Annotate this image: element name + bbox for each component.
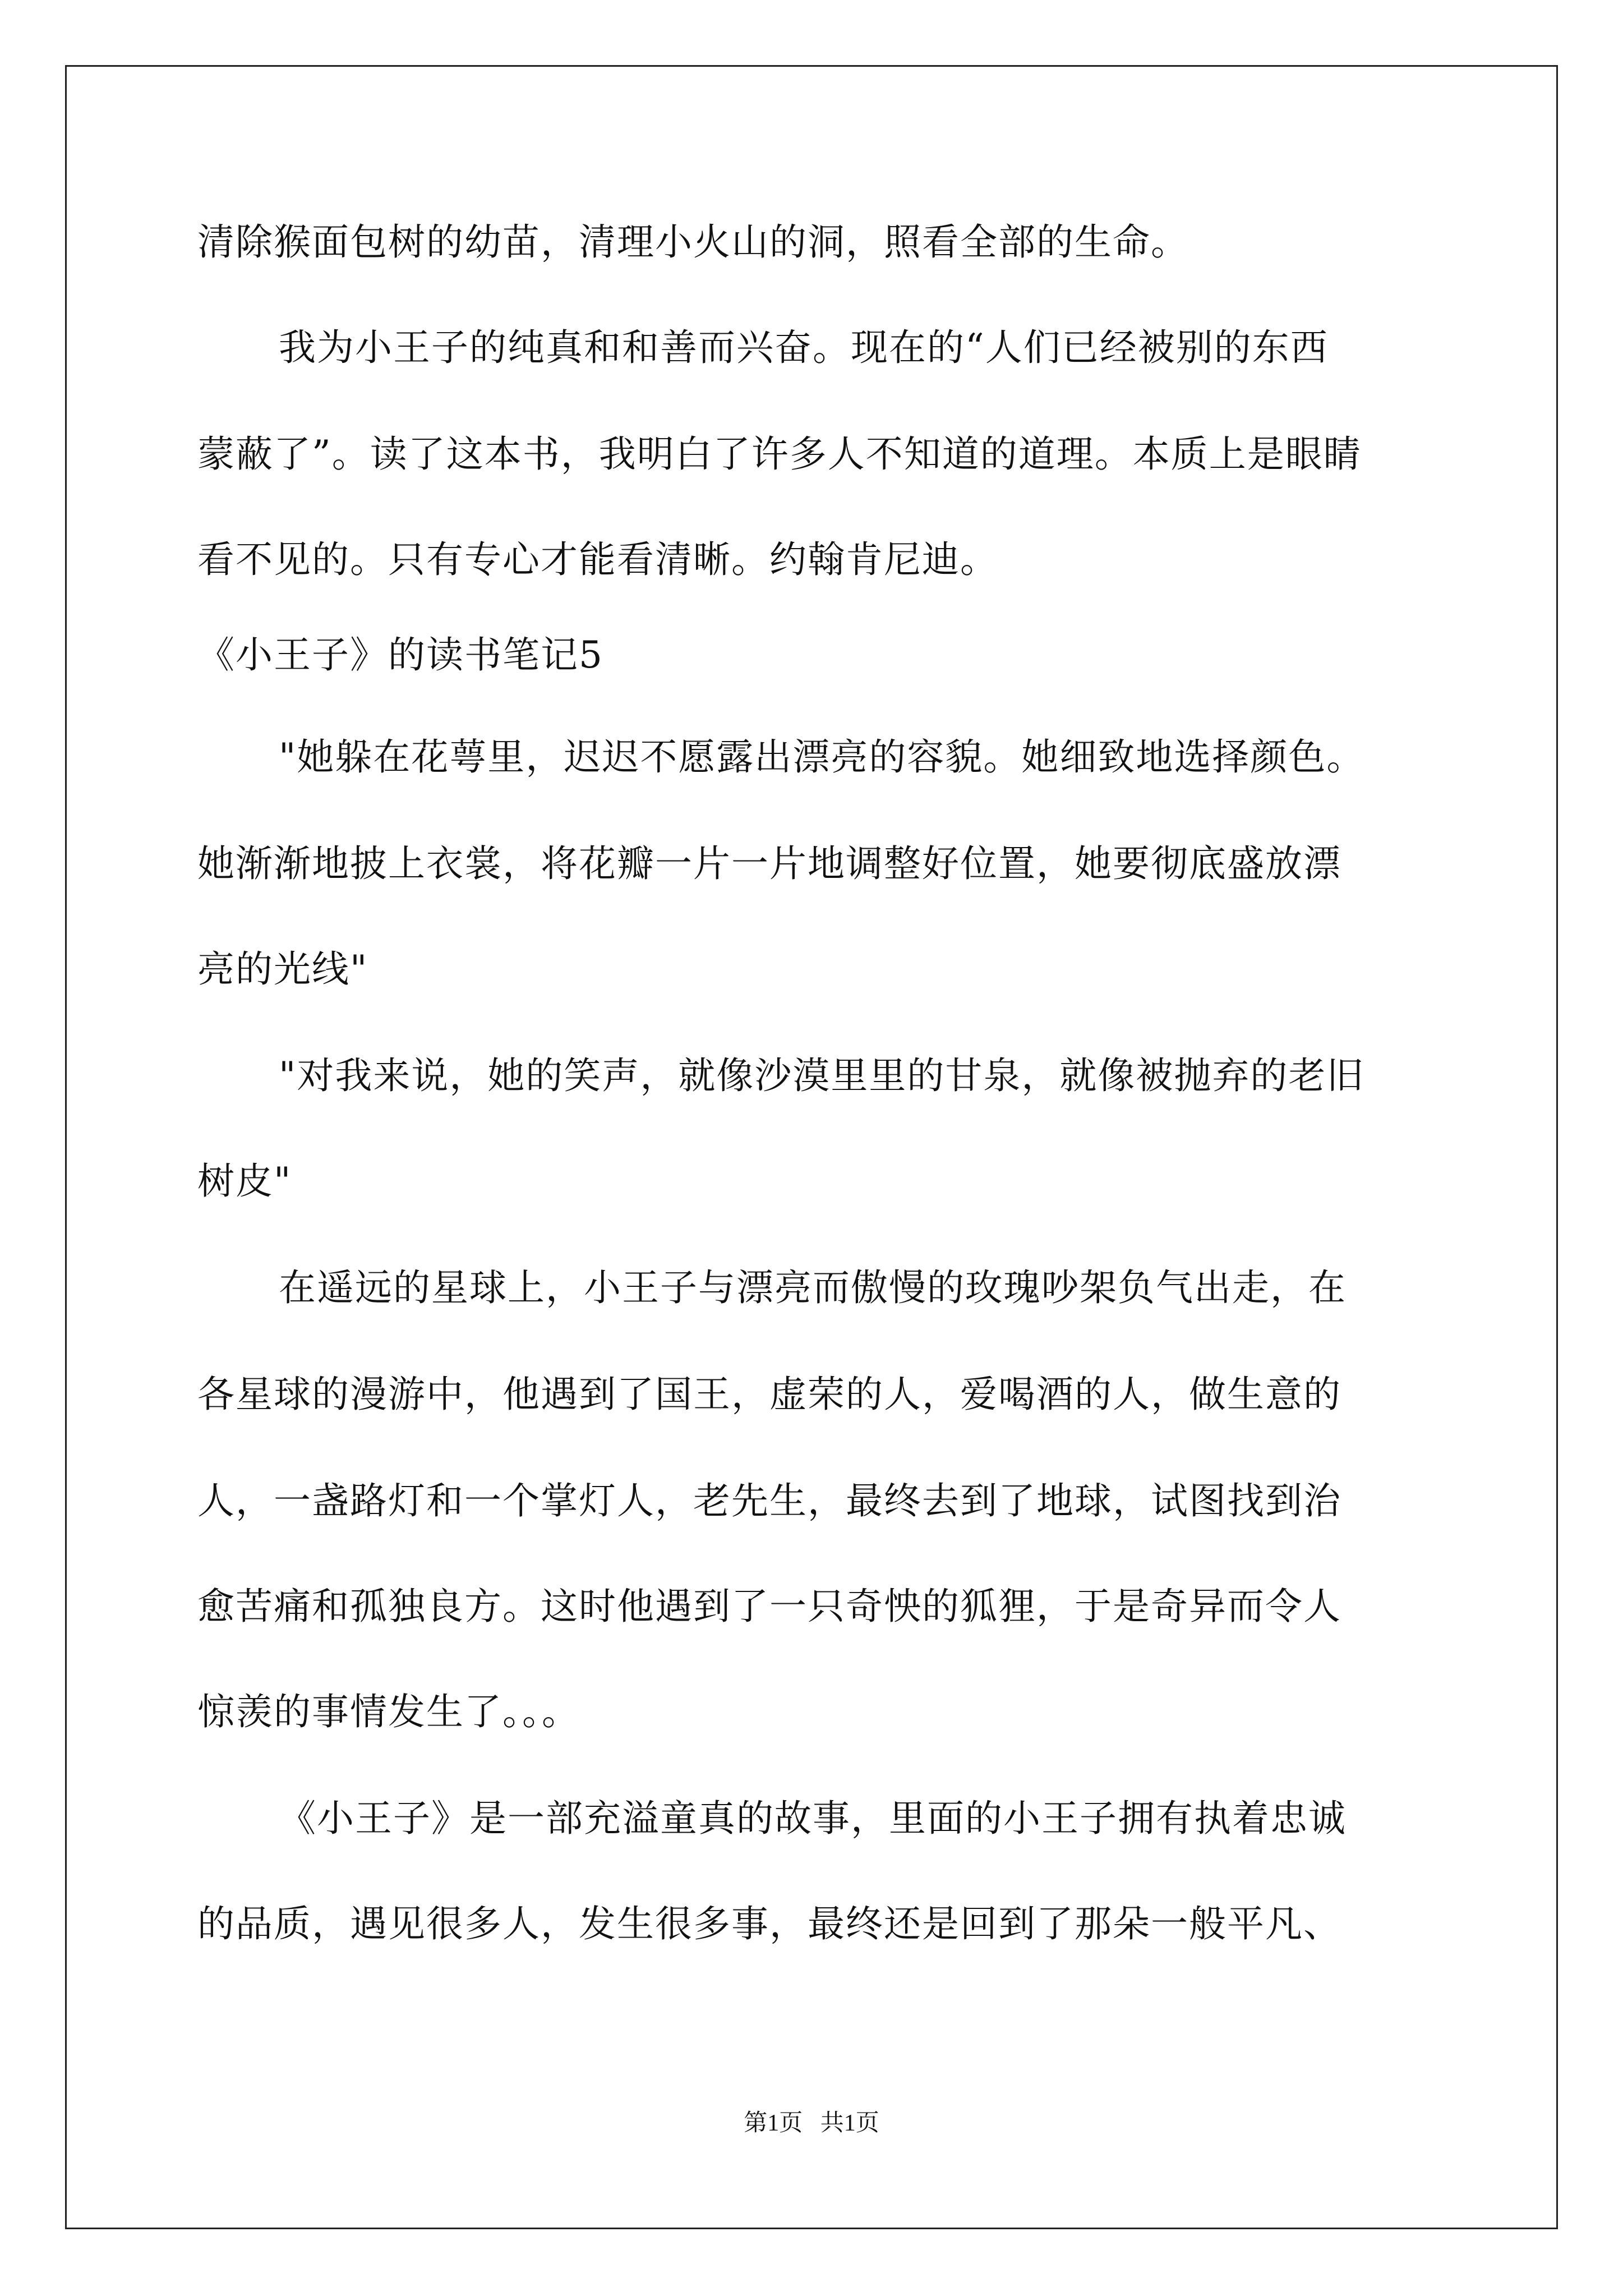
body-line: "对我来说，她的笑声，就像沙漠里里的甘泉，就像被抛弃的老旧 bbox=[279, 1054, 1365, 1097]
body-line: "她躲在花萼里，迟迟不愿露出漂亮的容貌。她细致地选择颜色。 bbox=[279, 735, 1365, 779]
body-line: 亮的光线" bbox=[197, 947, 368, 991]
section-heading: 《小王子》的读书笔记5 bbox=[197, 633, 603, 677]
body-line: 看不见的。只有专心才能看清晰。约翰肯尼迪。 bbox=[197, 538, 998, 581]
body-line: 《小王子》是一部充溢童真的故事，里面的小王子拥有执着忠诚 bbox=[279, 1797, 1347, 1840]
page-number-footer: 第1页 共1页 bbox=[744, 2110, 879, 2136]
body-line: 蒙蔽了”。读了这本书，我明白了许多人不知道的道理。本质上是眼睛 bbox=[197, 432, 1362, 476]
body-line: 在遥远的星球上，小王子与漂亮而傲慢的玫瑰吵架负气出走，在 bbox=[279, 1266, 1347, 1309]
body-line: 人，一盏路灯和一个掌灯人，老先生，最终去到了地球，试图找到治 bbox=[197, 1479, 1341, 1522]
body-line: 惊羡的事情发生了。。。 bbox=[197, 1690, 580, 1733]
body-line: 树皮" bbox=[197, 1159, 292, 1203]
body-line: 各星球的漫游中，他遇到了国王，虚荣的人，爱喝酒的人，做生意的 bbox=[197, 1373, 1341, 1416]
body-line: 清除猴面包树的幼苗，清理小火山的洞，照看全部的生命。 bbox=[197, 220, 1189, 264]
body-line: 愈苦痛和孤独良方。这时他遇到了一只奇怏的狐狸，于是奇异而令人 bbox=[197, 1585, 1341, 1628]
body-line: 我为小王子的纯真和和善而兴奋。现在的“人们已经被别的东西 bbox=[279, 326, 1329, 369]
body-line: 她渐渐地披上衣裳，将花瓣一片一片地调整好位置，她要彻底盛放漂 bbox=[197, 842, 1341, 885]
body-line: 的品质，遇见很多人，发生很多事，最终还是回到了那朵一般平凡、 bbox=[197, 1902, 1341, 1945]
